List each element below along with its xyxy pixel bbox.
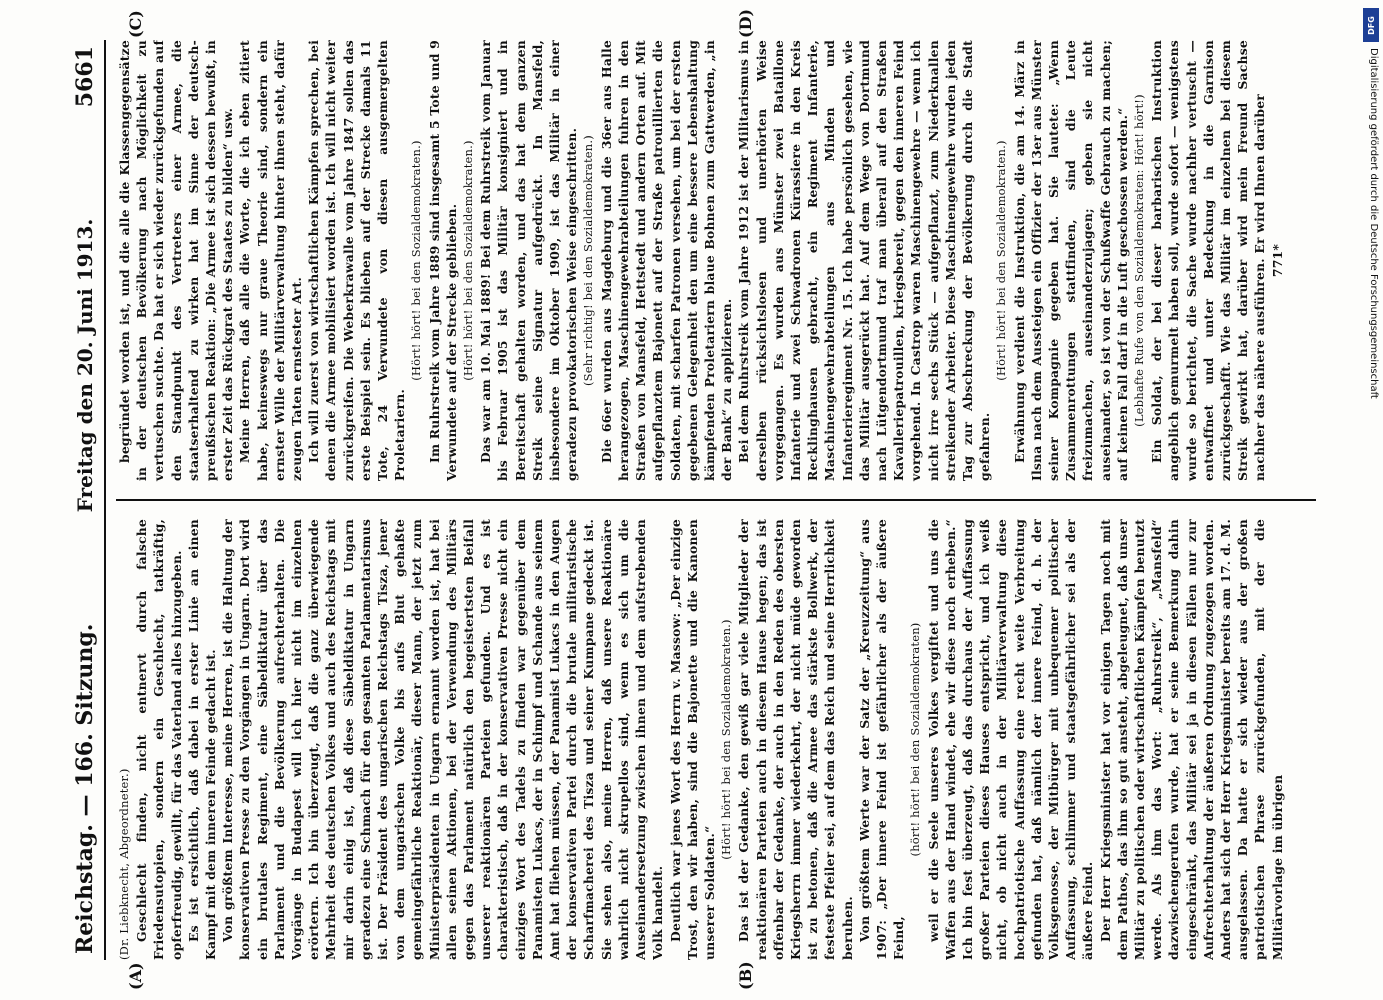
right-paragraph: Das war am 10. Mai 1889! Bei dem Ruhrstreik vom Januar bis Februar 1905 ist das Militär konsigniert und in Bereitschaft gehalten worden, und das hat dem ganzen Streik seine Signatur aufgedrückt. In Mansfeld, insbesondere im Oktober 1909, ist das Militär in einer geradezu provokatorischen Weise eingeschritten. [478, 40, 580, 482]
right-paragraphs [116, 40, 1269, 481]
right-paragraph: (Sehr richtig! bei den Sozialdemokraten.) [581, 135, 596, 387]
rotated-page [50, 0, 1350, 1000]
margin-marker-c: (C) [126, 10, 145, 38]
right-paragraph: (Hört! hört! bei den Sozialdemokraten.) [461, 140, 476, 381]
left-column [116, 501, 1316, 960]
text-columns [116, 8, 1316, 990]
catchword: 771* [1269, 243, 1285, 278]
right-paragraph: Die 66er wurden aus Magdeburg und die 36er aus Halle herangezogen, Maschinengewehrabteilungen fuhren in den Straßen von Mansfeld, Hettstedt und andern Orten auf. Mit aufgepflanztem Bajonett auf der Straße patrouillierten die Soldaten, mit scharfen Patronen versehen, um bei der ersten gegebenen Gelegenheit den um eine bessere Lebenshaltung kämpfenden Proletariern blaue Bohnen zum Gattwerden, „in der Bank“ zu applizieren. [598, 40, 735, 482]
left-paragraph: Es ist ersichtlich, daß dabei in erster Linie an einen Kampf mit dem inneren Feinde gedacht ist. [185, 518, 219, 960]
right-paragraph: Ein Soldat, der bei dieser barbarischen Instruktion angeblich gemurmelt haben soll, wurde sofort — wenigstens wurde so berichtet, die Sache wurde nachher vertuscht — entwaffnet und unter Bedeckung in die Garnison zurückgeschafft. Wie das Militär im einzelnen bei diesem Streik gewirkt hat, darüber wird mein Freund Sachse nachher das nähere ausführen. Er wird Ihnen darüber [1149, 40, 1268, 482]
column-divider [116, 499, 1316, 501]
margin-marker-b: (B) [736, 961, 755, 990]
right-paragraph: (Hört! hört! bei den Sozialdemokraten.) [994, 140, 1009, 381]
page-header [72, 40, 106, 960]
right-paragraph: Erwähnung verdient die Instruktion, die am 14. März in Ilsna nach dem Aussteigen ein Offizier der 13er aus Münster seiner Kompagnie gegeben hat. Sie lautete: „Wenn Zusammenrottungen stattfinden, sind die Leute freizumachen, auseinanderzujagen; geben sie nicht auseinander, so ist von der Schußwaffe Gebrauch zu machen; auf keinen Fall darf in die Luft geschossen werden.“ [1011, 40, 1130, 482]
margin-marker-a: (A) [126, 962, 145, 990]
left-paragraph: Der Herr Kriegsminister hat vor einigen Tagen noch mit dem Pathos, das ihm so gut ansteht, abgeleugnet, daß unser Militär zu politischen oder wirtschaftlichen Kämpfen benutzt werde. Als ihm das Wort: „Ruhrstreik“, „Mansfeld“ dazwischengerufen wurde, hat er seine Bemerkung dahin eingeschränkt, das Militär sei ja in diesen Fällen nur zur Aufrechterhaltung der äußeren Ordnung zugezogen worden. Anders hat sich der Herr Kriegsminister bereits am 17. d. M. ausgelassen. Da hatte er sich wieder aus der großen patriotischen Phrase zurückgefunden, mit der die Militärvorlage im übrigen [1097, 518, 1285, 960]
dfg-logo [1363, 8, 1379, 42]
left-paragraph: weil er die Seele unseres Volkes vergiftet und uns die Waffen aus der Hand windet, ehe wir diese noch erheben.“ Ich bin fest überzeugt, daß das durchaus der Auffassung großer Parteien dieses Hauses entspricht, und ich weiß nicht, ob nicht auch in der Militärverwaltung diese hochpatriotische Auffassung eine recht weite Verbreitung gefunden hat, daß nämlich der innere Feind, d. h. der Volksgenosse, der Mitbürger mit unbequemer politischer Auffassung, schlimmer und staatsgefährlicher sei als der äußere Feind. [925, 518, 1096, 960]
right-paragraph: Im Ruhrstreik vom Jahre 1889 sind insgesamt 5 Tote und 9 Verwundete auf der Strecke geblieben. [426, 40, 459, 482]
right-paragraph: Bei dem Ruhrstreik vom Jahre 1912 ist der Militarismus in derselben rücksichtslosen und unerhörten Weise vorgegangen. Es wurden aus Münster zwei Bataillone Infanterie und zwei Schwadronen Kürassiere in den Kreis Recklinghausen gebracht, ein Regiment Infanterie, Maschinengewehrabteilungen aus Minden und Infanterieregiment Nr. 15. Ich habe persönlich gesehen, wie das Militär ausgerückt hat. Auf dem Wege von Dortmund nach Lütgendortmund traf man überall auf den Straßen Kavalleriepatrouillen, kriegsbereit, gegen den inneren Feind vorgehend. In Castrop waren Maschinengewehre — wenn ich nicht irre sechs Stück — aufgepflanzt, zum Niederknallen streikender Arbeiter. Diese Maschinengewehre wurden jeden Tag zur Abschreckung der Bevölkerung durch die Stadt gefahren. [736, 40, 993, 482]
margin-marker-d: (D) [736, 8, 755, 38]
right-paragraph: begründet worden ist, und die alle die Klassengegensätze in der deutschen Bevölkerung nach Möglichkeit zu vertuschen suchte. Da hat er sich wieder zurückgefunden auf den Standpunkt des Vertreters einer Armee, die staatserhaltend zu wirken hat im Sinne der deutsch-preußischen Reaktion: „Die Armee ist sich dessen bewußt, in erster Zeit das Rückgrat des Staates zu bilden“ usw. [117, 40, 236, 482]
left-paragraph: Von größtem Werte war der Satz der „Kreuzzeitung“ aus 1907: „Der innere Feind ist gefährlicher als der äußere Feind, [856, 518, 907, 960]
dfg-logo-text: DFG [1366, 15, 1376, 35]
header-date: Freitag den 20. Juni 1913. [73, 218, 97, 513]
left-paragraph: (Hört! hört! bei den Sozialdemokraten.) [719, 619, 734, 860]
right-paragraph: (Lebhafte Rufe von den Sozialdemokraten: Hört! hört!) [1131, 94, 1146, 427]
speaker-note: (Dr. Liebknecht, Abgeordneter.) [117, 768, 131, 960]
right-paragraph: Ich will zuerst von wirtschaftlichen Kämpfen sprechen, bei denen die Armee mobilisiert worden ist. Ich will nicht weiter zurückgreifen. Die Weberkrawalle vom Jahre 1847 sollen das erste Beispiel sein. Es blieben auf der Strecke damals 11 Tote, 24 Verwundete von diesen ausgemergelten Proletariern. [306, 40, 408, 482]
archive-stamp [1363, 8, 1379, 993]
left-paragraph: (hört! hört! bei den Sozialdemokraten) [908, 622, 923, 857]
left-paragraphs [133, 519, 1286, 960]
left-paragraph: Das ist der Gedanke, den gewiß gar viele Mitglieder der reaktionären Parteien auch in diesem Hause hegen; das ist offenbar der Gedanke, der auch in den Reden des obersten Kriegsherrn immer wiederkehrt, der nicht müde geworden ist zu betonen, daß die Armee das stärkste Bollwerk, der festeste Pfeiler sei, auf dem das Reich und seine Herrlichkeit beruhen. [736, 518, 855, 960]
page-number: 5661 [72, 46, 98, 108]
left-paragraph: Deutlich war jenes Wort des Herrn v. Massow: „Der einzige Trost, den wir haben, sind die Bajonette und die Kanonen unserer Soldaten.“ [667, 518, 717, 960]
right-paragraph: Meine Herren, daß alle die Worte, die ich eben zitiert habe, keineswegs nur graue Theorie sind, sondern ein ernster Wille der Militärverwaltung hinter ihnen steht, dafür zeugen Taten ernstester Art. [237, 40, 305, 482]
funding-note [1363, 48, 1379, 608]
left-paragraph: Von größtem Interesse, meine Herren, ist die Haltung der konservativen Presse zu den Vorgängen in Ungarn. Dort wird ein brutales Regiment, eine Säbeldiktatur über das Parlament und die Bevölkerung aufrechterhalten. Die Vorgänge in Budapest will ich hier nicht im einzelnen erörtern. Ich bin überzeugt, daß die ganz überwiegende Mehrheit des deutschen Volkes und auch des Reichstags mit mir darin einig ist, daß diese Säbeldiktatur in Ungarn geradezu eine Schmach für den gesamten Parlamentarismus ist. Der Präsident des ungarischen Reichstags Tisza, jener von dem ungarischen Volke bis aufs Blut gehaßte gemeingefährliche Reaktionär, dieser Mann, der jetzt zum Ministerpräsidenten in Ungarn ernannt worden ist, hat bei allen seinen Aktionen, bei der Verwendung des Militärs gegen das Parlament natürlich den begeistertsten Beifall unserer reaktionären Parteien gefunden. Und es ist charakteristisch, daß in der konservativen Presse nicht ein einziges Wort des Tadels zu finden war gegenüber dem Panamisten Lukacs, der in Schimpf und Schande aus seinem Amt hat fliehen müssen, der Panamist Lukacs in den Augen der konservativen Partei durch die brutale militaristische Scharfmacherei des Tisza und seiner Kumpane gedeckt ist. Sie sehen also, meine Herren, daß unsere Reaktionäre wahrlich nicht skrupellos sind, wenn es sich um die Auseinandersetzung zwischen ihnen und dem aufstrebenden Volk handelt. [220, 518, 666, 960]
right-paragraph: (Hört! hört! bei den Sozialdemokraten.) [409, 140, 424, 381]
header-left: Reichstag. — 166. Sitzung. [72, 623, 98, 954]
left-paragraph: Geschlecht finden, nicht entnervt durch falsche Friedensutopien, sondern ein Geschlecht, tatkräftig, opferfreudig, gewillt, für das Vaterland alles hinzugeben. [134, 518, 184, 960]
funding-note-text: Digitalisierung gefördert durch die Deutsche Forschungsgemeinschaft [1368, 48, 1379, 399]
right-column [116, 40, 1316, 499]
page [50, 0, 1350, 1000]
